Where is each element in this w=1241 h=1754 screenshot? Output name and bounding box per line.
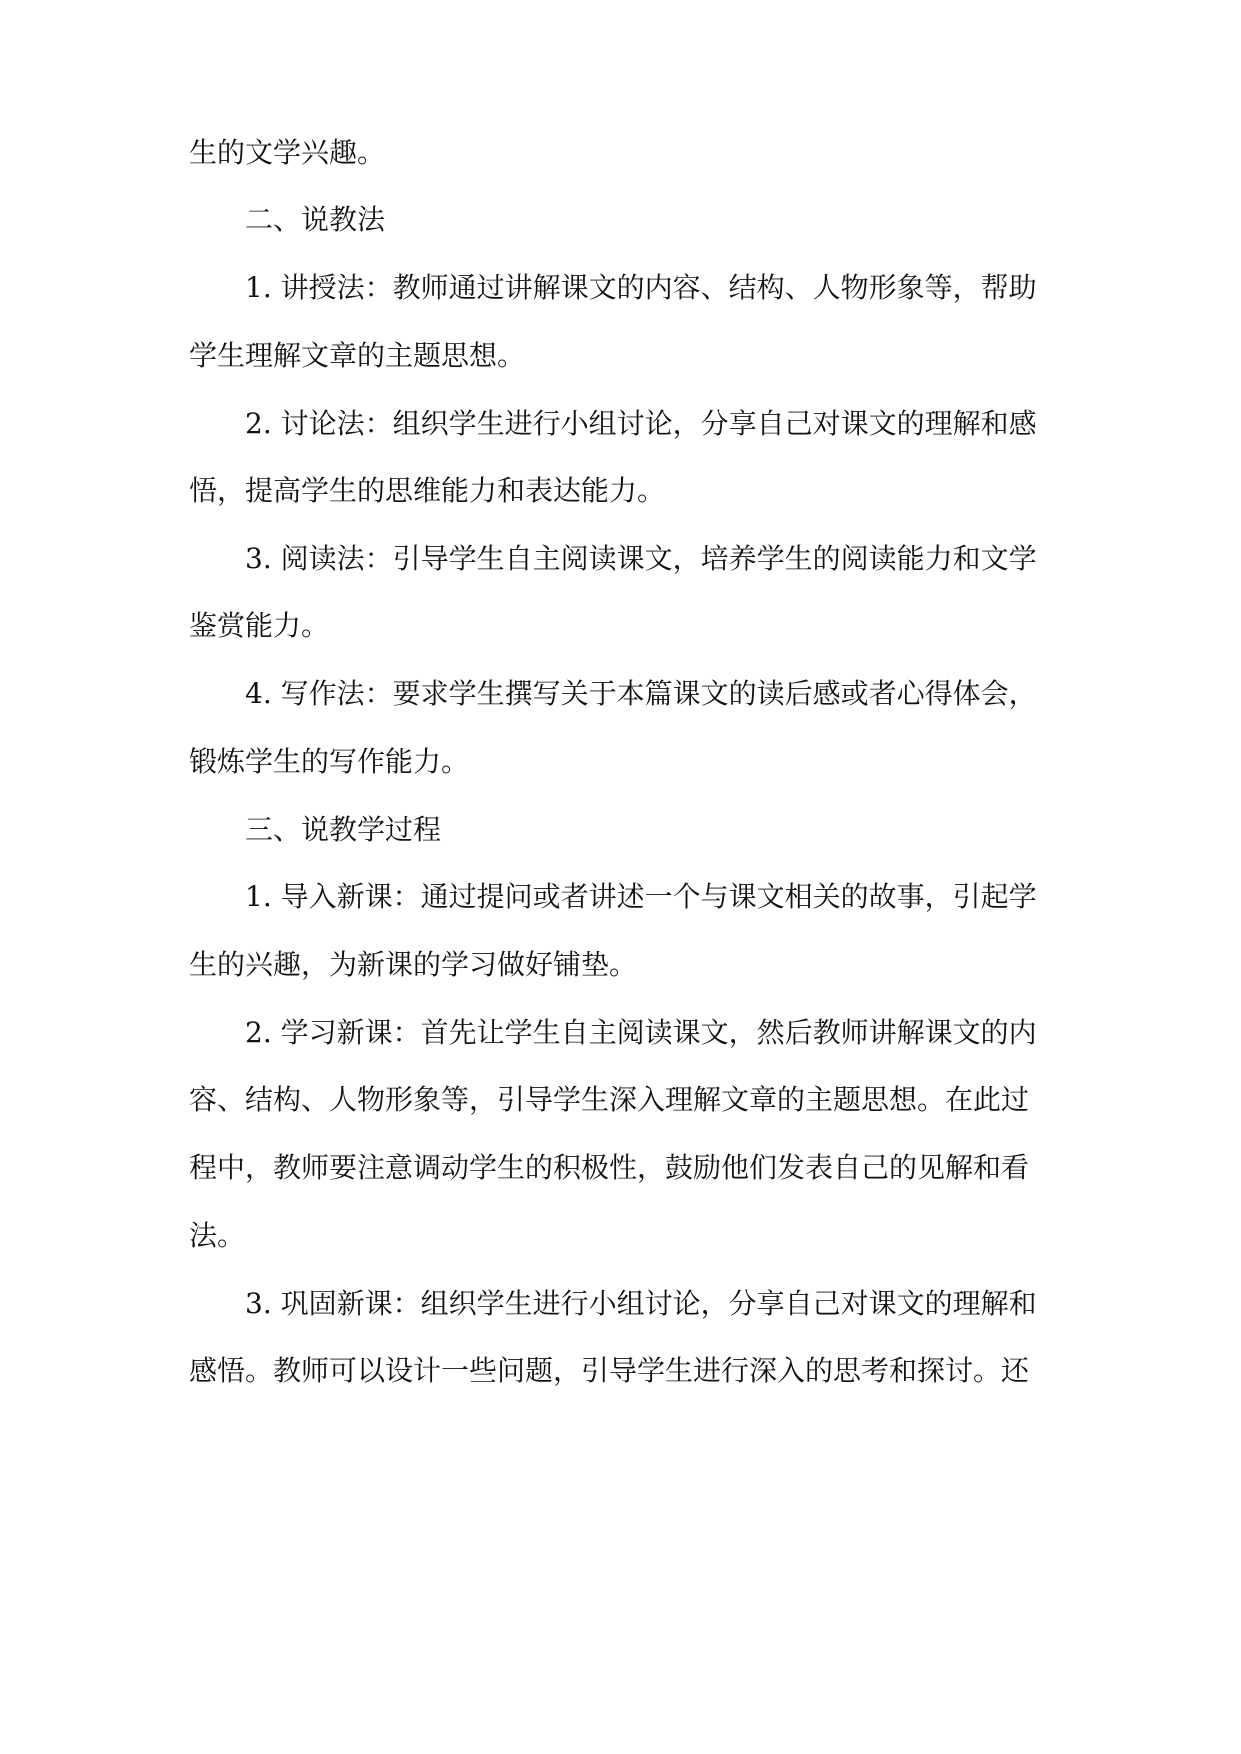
text-line: 2. 学习新课：首先让学生自主阅读课文，然后教师讲解课文的内 — [245, 1016, 1037, 1049]
text-line: 2. 讨论法：组织学生进行小组讨论，分享自己对课文的理解和感 — [245, 407, 1037, 440]
section-heading: 三、说教学过程 — [245, 813, 442, 846]
section-heading: 二、说教法 — [245, 203, 386, 236]
text-line: 3. 巩固新课：组织学生进行小组讨论，分享自己对课文的理解和 — [245, 1287, 1037, 1320]
text-line: 4. 写作法：要求学生撰写关于本篇课文的读后感或者心得体会， — [245, 677, 1037, 710]
text-line: 1. 导入新课：通过提问或者讲述一个与课文相关的故事，引起学 — [245, 880, 1037, 913]
text-line: 容、结构、人物形象等，引导学生深入理解文章的主题思想。在此过 — [189, 1083, 1030, 1116]
text-line: 1. 讲授法：教师通过讲解课文的内容、结构、人物形象等，帮助 — [245, 271, 1037, 304]
text-line: 鉴赏能力。 — [189, 609, 330, 642]
text-line: 3. 阅读法：引导学生自主阅读课文，培养学生的阅读能力和文学 — [245, 542, 1037, 575]
text-line: 程中，教师要注意调动学生的积极性，鼓励他们发表自己的见解和看 — [189, 1151, 1030, 1184]
text-line: 悟，提高学生的思维能力和表达能力。 — [189, 474, 666, 507]
text-line: 生的文学兴趣。 — [189, 136, 386, 169]
text-line: 生的兴趣，为新课的学习做好铺垫。 — [189, 948, 638, 981]
text-line: 锻炼学生的写作能力。 — [189, 745, 470, 778]
text-line: 感悟。教师可以设计一些问题，引导学生进行深入的思考和探讨。还 — [189, 1354, 1030, 1387]
text-line: 法。 — [189, 1219, 246, 1252]
text-line: 学生理解文章的主题思想。 — [189, 339, 526, 372]
